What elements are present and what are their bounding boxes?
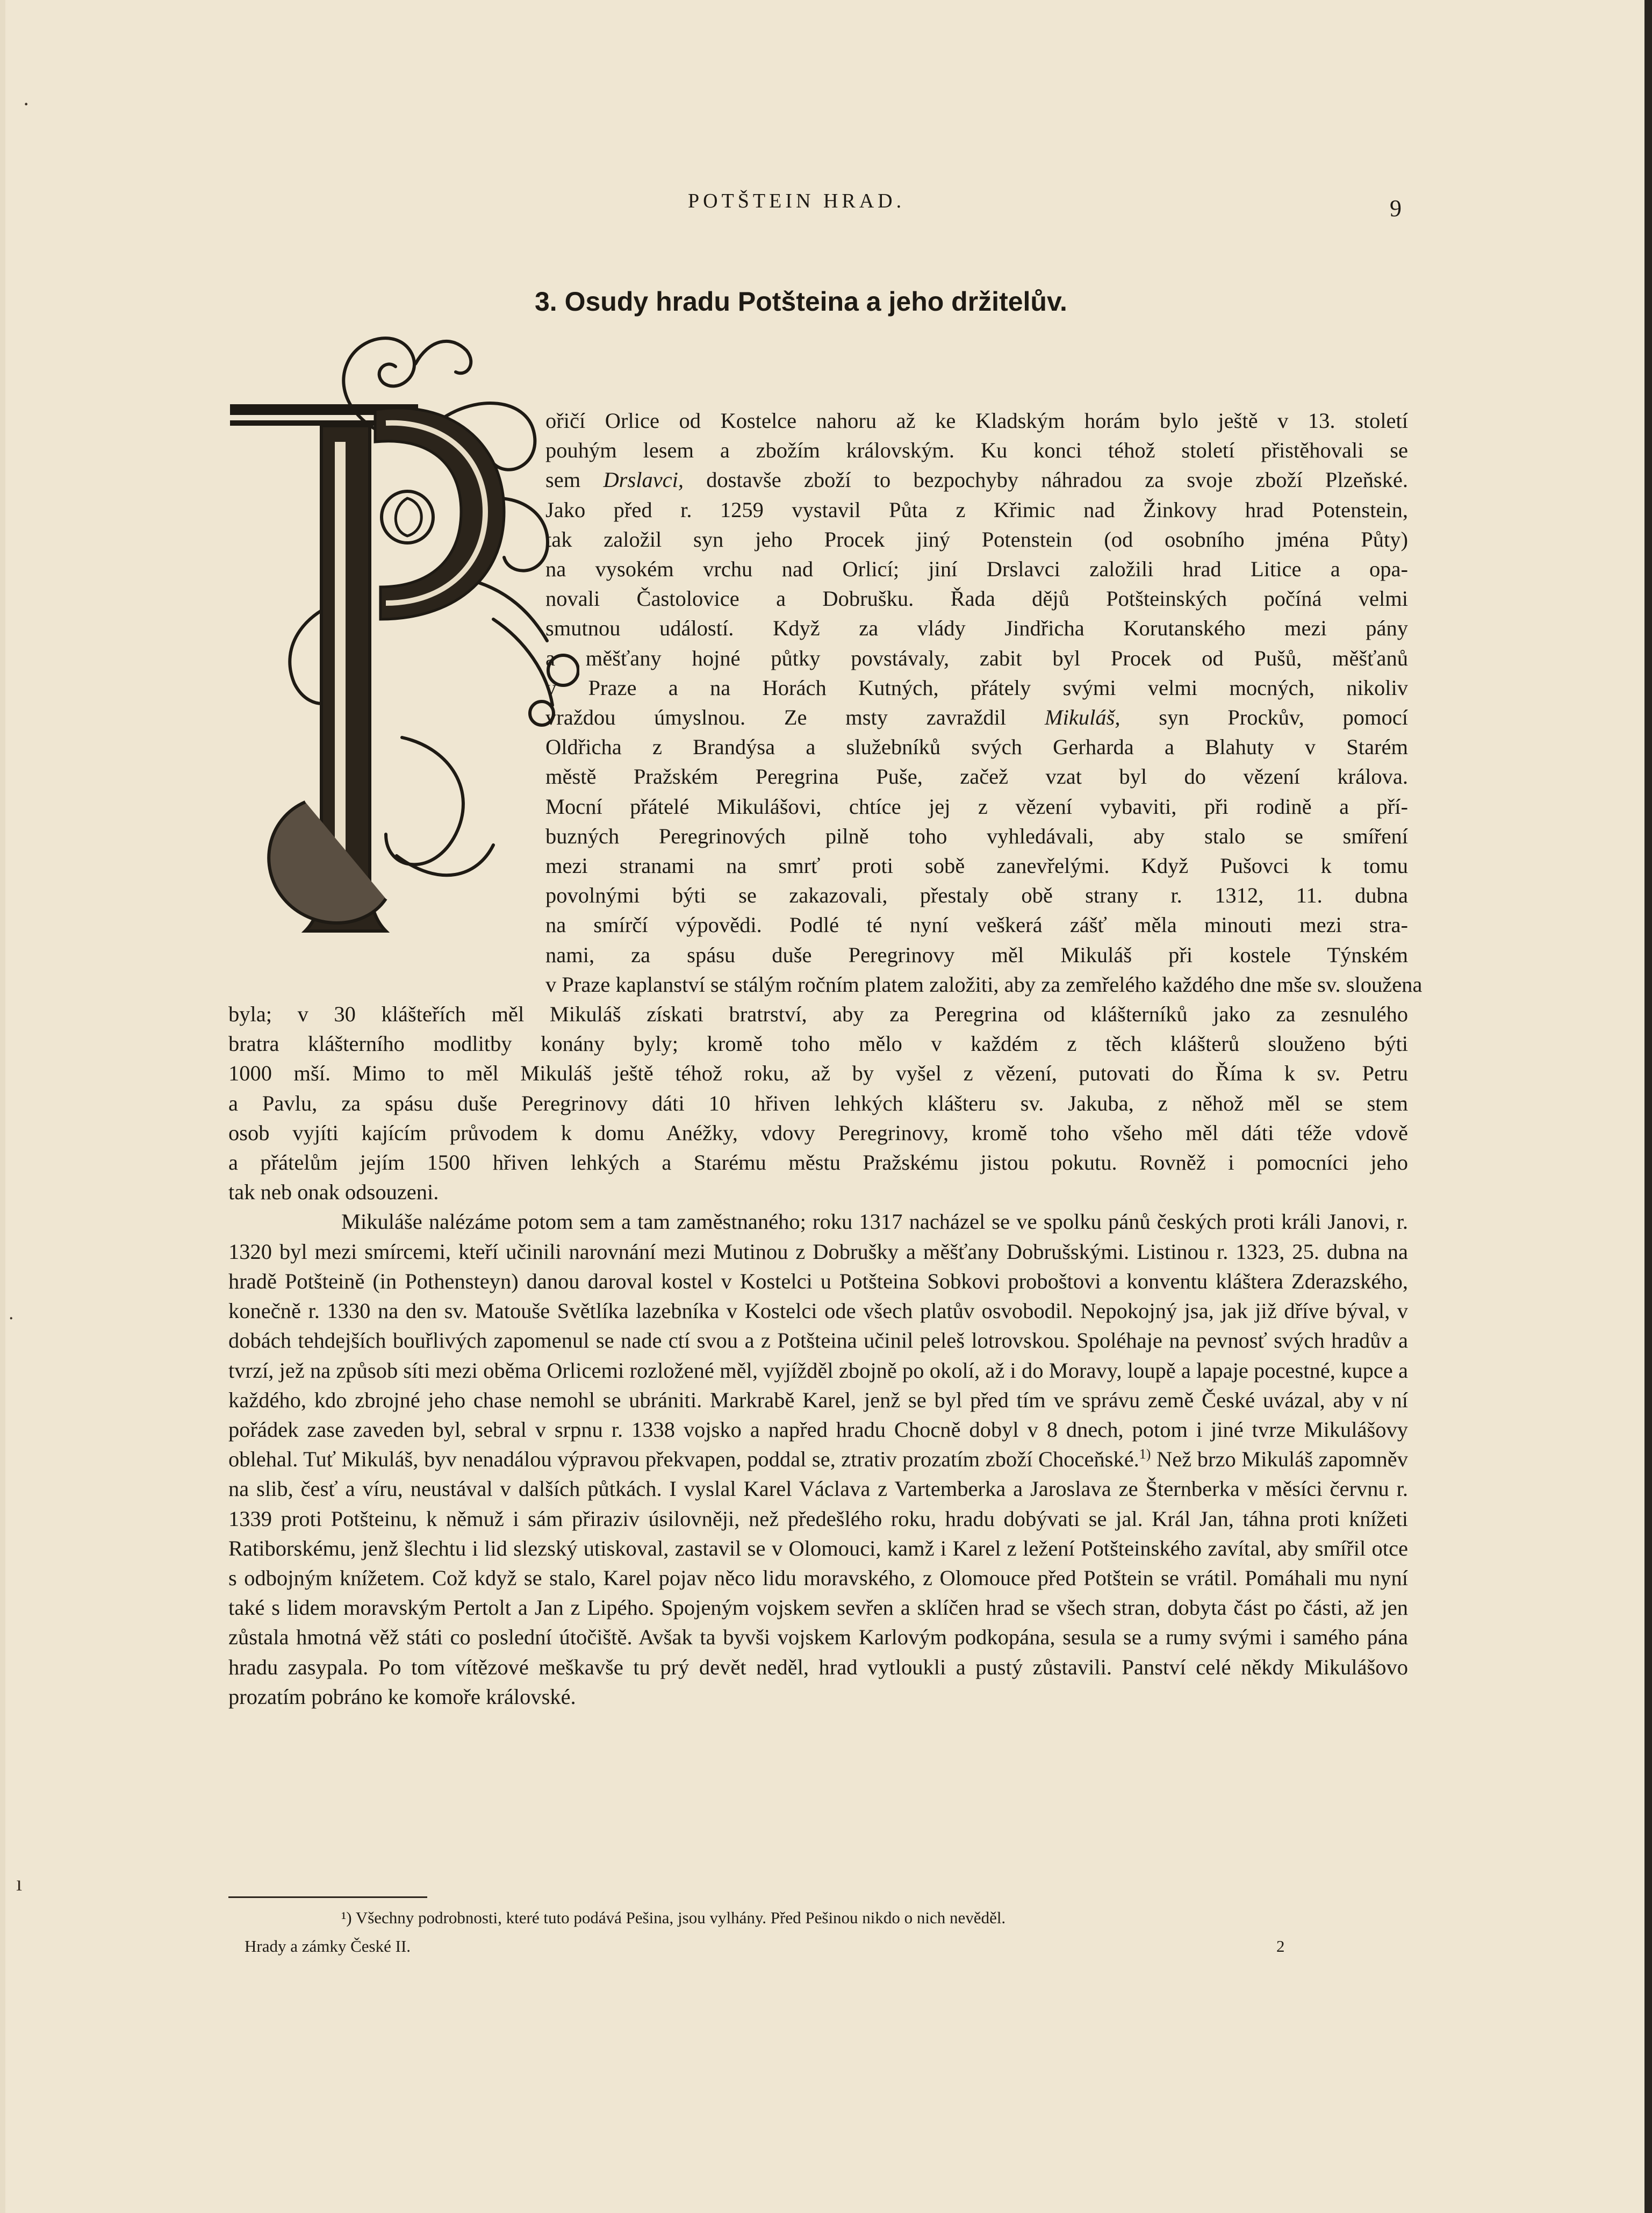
text-line: městě Pražském Peregrina Puše, začež vzat byl do vězení králova. bbox=[545, 764, 1408, 789]
text-run: Mikuláše nalézáme potom sem a tam zaměstnaného; roku 1317 nacházel se ve spolku pánů českých proti králi Janovi, r. 1320 byl mezi smírcemi, kteří učinili narovnání mezi Mutinou z Dobrušky a měšťany Dobrušskými. Listinou r. 1323, 25. dubna na hradě Potšteině (in Pothensteyn) danou daroval kostel v Kostelci u Potšteina Sobkovi proboštovi a konventu kláštera Zderazského, konečně r. 1330 na den sv. Matouše Světlíka lazebníka v Kostelci ode všech platův osvobodil. Nepokojný jsa, jak již dříve býval, v dobách tehdejších bouřlivých zapomenul se nade ctí svou a z Potšteina učinil peleš lotrovskou. Spoléhaje na pevnosť svých hradův a tvrzí, jež na způsob síti mezi oběma Orlicemi rozložené měl, vyjížděl zbojně po okolí, až i do Moravy, loupě a lapaje pocestné, kupce a každého, kdo zbrojné jeho chase nemohl se ubrániti. Markrabě Karel, jenž se byl před tím ve správu země České uvázal, aby v ní pořádek zase zaveden byl, sebral v srpnu r. 1338 vojsko a napřed hradu Chocně dobyl v 8 dnech, potom i jiné tvrze Mikulášovy oblehal. Tuť Mikuláš, byv nenadálou výpravou překvapen, poddal se, ztrativ prozatím zboží Choceňské. bbox=[228, 1209, 1408, 1472]
text-line: pouhým lesem a zbožím královským. Ku konci téhož století přistěhovali se bbox=[545, 438, 1408, 463]
gutter-mark: · bbox=[23, 92, 30, 116]
running-head: POTŠTEIN HRAD. bbox=[688, 190, 906, 212]
text-line: osob vyjíti kajícím průvodem k domu Anéžky, vdovy Peregrinovy, kromě toho všeho měl dáti téže vdově bbox=[228, 1120, 1408, 1145]
paragraph bbox=[228, 1207, 1408, 1711]
text-line: na vysokém vrchu nad Orlicí; jiní Drslavci založili hrad Litice a opa- bbox=[545, 557, 1408, 582]
signature-number: 2 bbox=[1276, 1937, 1285, 1956]
text-run: dostavše zboží to bezpochyby náhradou za svoje zboží Plzeňské. bbox=[684, 468, 1408, 492]
text-line: tak založil syn jeho Procek jiný Potenstein (od osobního jména Půty) bbox=[545, 527, 1408, 552]
gutter-mark: ı bbox=[16, 1871, 23, 1895]
gutter-mark: ˙ bbox=[8, 1312, 15, 1336]
footnote: ¹) Všechny podrobnosti, které tuto podává Pešina, jsou vylhány. Před Pešinou nikdo o nich nevěděl. bbox=[341, 1908, 1006, 1927]
text-line: buzných Peregrinových pilně toho vyhledávali, aby stalo se smíření bbox=[545, 823, 1408, 848]
section-title: 3. Osudy hradu Potšteina a jeho držitelův. bbox=[535, 287, 1067, 317]
text-line: tak neb onak odsouzeni. bbox=[228, 1180, 439, 1205]
text-line: novali Častolovice a Dobrušku. Řada dějů Potšteinských počíná velmi bbox=[545, 586, 1408, 611]
text-run: syn Prockův, pomocí bbox=[1120, 705, 1408, 730]
italic-name: Drslavci, bbox=[603, 468, 684, 492]
text-line: byla; v 30 klášteřích měl Mikuláš získati bratrství, aby za Peregrina od klášterníků jako za zesnulého bbox=[228, 1002, 1408, 1027]
page-number: 9 bbox=[1390, 195, 1402, 221]
text-line: bratra klášterního modlitby konány byly; kromě toho mělo v každém z těch klášterů slouženo býti bbox=[228, 1032, 1408, 1056]
italic-name: Mikuláš, bbox=[1044, 705, 1121, 730]
footnote-ref[interactable]: 1) bbox=[1139, 1446, 1151, 1462]
initial-top-scroll bbox=[415, 341, 471, 373]
text-line: a měšťany hojné půtky povstávaly, zabit byl Procek od Pušů, měšťanů bbox=[545, 646, 1408, 670]
text-line: smutnou událostí. Když za vlády Jindřicha Korutanského mezi pány bbox=[545, 616, 1408, 641]
text-line: Jako před r. 1259 vystavil Půta z Křimic nad Žinkovy hrad Potenstein, bbox=[545, 497, 1408, 522]
text-line: Mocní přátelé Mikulášovi, chtíce jej z vězení vybaviti, při rodině a pří- bbox=[545, 794, 1408, 819]
text-line: mezi stranami na smrť proti sobě zanevřelými. Když Pušovci k tomu bbox=[545, 854, 1408, 878]
text-line: na smírčí výpovědi. Podlé té nyní veškerá zášť měla minouti mezi stra- bbox=[545, 913, 1408, 937]
text-line: ořičí Orlice od Kostelce nahoru až ke Kladským horám bylo ještě v 13. století bbox=[545, 409, 1408, 433]
text-line: a Pavlu, za spásu duše Peregrinovy dáti 10 hřiven lehkých klášteru sv. Jakuba, z něhož měl se stem bbox=[228, 1091, 1408, 1115]
text-line: nami, za spásu duše Peregrinovy měl Mikuláš při kostele Týnském bbox=[545, 942, 1408, 967]
text-line: a přátelům jejím 1500 hřiven lehkých a Starému městu Pražskému jistou pokutu. Rovněž i pomocníci jeho bbox=[228, 1150, 1408, 1175]
text-line: v Praze a na Horách Kutných, přátely svými velmi mocných, nikoliv bbox=[545, 675, 1408, 700]
body-text bbox=[228, 406, 1423, 1711]
text-line: Oldřicha z Brandýsa a služebníků svých Gerharda a Blahuty v Starém bbox=[545, 735, 1408, 760]
text-run: vraždou úmyslnou. Ze msty zavraždil bbox=[545, 705, 1045, 730]
footnote-rule bbox=[228, 1896, 427, 1898]
text-line: 1000 mší. Mimo to měl Mikuláš ještě téhož roku, až by vyšel z vězení, putovati do Říma k sv. Petru bbox=[228, 1061, 1408, 1086]
signature-title: Hrady a zámky České II. bbox=[245, 1937, 411, 1956]
text-line: povolnými býti se zakazovali, přestaly obě strany r. 1312, 11. dubna bbox=[545, 883, 1408, 908]
text-run: sem bbox=[545, 468, 604, 492]
page-edge-left bbox=[0, 0, 5, 2213]
text-line: v Praze kaplanství se stálým ročním platem založiti, aby za zemřelého každého dne mše sv. sloužena bbox=[545, 972, 1423, 997]
text-run: Než brzo Mikuláš zapomněv na slib, česť a víru, neustával v dalších půtkách. I vyslal Karel Václava z Vartemberka a Jaroslava ze Šternberka v měsíci červnu r. 1339 proti Potšteinu, k němuž i sám přiraziv úsilovněji, než předešlého roku, hradu dobývati se jal. Král Jan, táhna proti knížeti Ratiborskému, jenž šlechtu i lid slezský utiskoval, zastavil se v Olomouci, kamž i Karel z ležení Potšteinského zavítal, aby smířil otce s odbojným knížetem. Což když se stalo, Karel pojav něco lidu moravského, z Olomouce před Potštein se vrátil. Pomáhali mu nyní také s lidem moravským Pertolt a Jan z Lipého. Spojeným vojskem sevřen a sklíčen hrad se všech stran, dobyta část po části, až jen zůstala hmotná věž státi co poslední útočiště. Avšak ta byvši vojskem Karlovým podkopána, sesula se a rumy svými i samého pána hradu zasypala. Po tom vítězové meškavše tu prý devět neděl, hrad vytloukli a pustý zůstavili. Panství celé někdy Mikulášovo prozatím pobráno ke komoře královské. bbox=[228, 1447, 1408, 1709]
page-edge-right bbox=[1644, 0, 1652, 2213]
